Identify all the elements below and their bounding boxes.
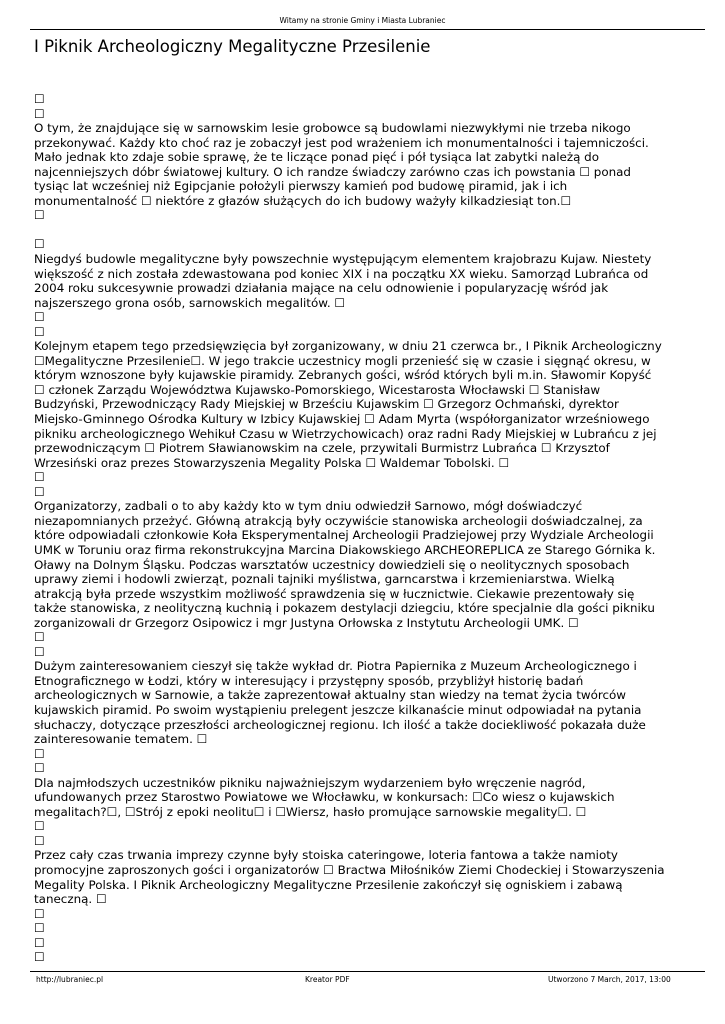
article-line: także stanowiska, z neolityczną kuchnią i pokazem destylacji dziegciu, które specjalnie dla gości pikniku	[34, 601, 655, 616]
article-line: UMK w Toruniu oraz firma rekonstrukcyjna Marcina Diakowskiego ARCHEOREPLICA ze Starego Górnika k.	[34, 542, 656, 557]
article-body	[34, 92, 694, 965]
article-line: megalitach?☐, ☐Strój z epoki neolitu☐ i ☐Wiersz, hasło promujące sarnowskie megality☐. ☐	[34, 804, 587, 819]
article-line: ufundowanych przez Starostwo Powiatowe we Włocławku, w konkursach: ☐Co wiesz o kujawskich	[34, 790, 615, 805]
article-line: Niegdyś budowle megalityczne były powszechnie występującym elementem krajobrazu Kujaw. Niestety	[34, 252, 652, 267]
article-line: zainteresowanie tematem. ☐	[34, 732, 208, 747]
article-line: ☐ członek Zarządu Województwa Kujawsko-Pomorskiego, Wicestarosta Włocławski ☐ Stanisław	[34, 382, 601, 397]
article-line: archeologicznych w Sarnowie, a także zaprezentował aktualny stan wiedzy na temat życia twórców	[34, 688, 627, 703]
article-line: przekonywać. Każdy kto choć raz je zobaczył jest pod wrażeniem ich monumentalności i tajemniczości.	[34, 135, 649, 150]
article-line: taneczną. ☐	[34, 892, 107, 907]
article-line: ☐	[34, 935, 45, 950]
article-line: atrakcją była przede wszystkim możliwość sprawdzenia się w łucznictwie. Ciekawie prezentowały się	[34, 586, 635, 601]
article-line: ☐	[34, 950, 45, 965]
article-line: najcenniejszych dóbr światowej kultury. O ich randze świadczy zarówno czas ich powstania ☐ ponad	[34, 164, 631, 179]
footer-generator: Kreator PDF	[305, 975, 350, 984]
article-line: ☐	[34, 237, 45, 252]
article-line: pikniku archeologicznego Wehikuł Czasu w Wietrzychowicach) oraz radni Rady Miejskiej w Lubrańcu z jej	[34, 426, 657, 441]
article-line: ☐Megalityczne Przesilenie☐. W jego trakcie uczestnicy mogli przenieść się w czasie i sięgnąć okresu, w	[34, 353, 651, 368]
article-line: ☐	[34, 906, 45, 921]
article-line: którym wznoszone były kujawskie piramidy. Zebranych gości, wśród których byli m.in. Sławomir Kopyść	[34, 368, 652, 383]
article-line: Kolejnym etapem tego przedsięwzięcia był zorganizowany, w dniu 21 czerwca br., I Piknik Archeologiczny	[34, 339, 662, 354]
article-line: ☐	[34, 921, 45, 936]
article-line: Megality Polska. I Piknik Archeologiczny Megalityczne Przesilenie zakończył się ogniskiem i zabawą	[34, 877, 623, 892]
article-line: Wrzesiński oraz prezes Stowarzyszenia Megality Polska ☐ Waldemar Tobolski. ☐	[34, 455, 510, 470]
article-line: Dużym zainteresowaniem cieszył się także wykład dr. Piotra Papiernika z Muzeum Archeologicznego i	[34, 659, 637, 674]
footer-url: http://lubraniec.pl	[36, 975, 104, 984]
article-line: Organizatorzy, zadbali o to aby każdy kto w tym dniu odwiedził Sarnowo, mógł doświadczyć	[34, 499, 583, 514]
article-line: ☐	[34, 208, 45, 223]
article-line: uprawy ziemi i hodowli zwierząt, poznali tajniki myślistwa, garncarstwa i krzemieniarstwa. Wielką	[34, 572, 615, 587]
article-line: ☐	[34, 484, 45, 499]
article-line: ☐	[34, 746, 45, 761]
article-line: 2004 roku sukcesywnie prowadzi działania mające na celu odnowienie i popularyzację wśród jak	[34, 281, 609, 296]
article-line: Dla najmłodszych uczestników pikniku najważniejszym wydarzeniem było wręczenie nagród,	[34, 775, 586, 790]
article-line: ☐	[34, 310, 45, 325]
article-line: ☐	[34, 833, 45, 848]
article-line: ☐	[34, 761, 45, 776]
article-line: monumentalność ☐ niektóre z głazów służących do ich budowy ważyły kilkadziesiąt ton.☐	[34, 193, 572, 208]
article-line: ☐	[34, 92, 45, 106]
article-line: Oławy na Dolnym Śląsku. Podczas warsztatów uczestnicy dowiedzieli się o neolitycznych sposobach	[34, 557, 630, 572]
article-line: Budzyński, Przewodniczący Rady Miejskiej w Brześciu Kujawskim ☐ Grzegorz Ochmański, dyrektor	[34, 397, 619, 412]
article-line: niezapomnianych przeżyć. Główną atrakcją były oczywiście stanowiska archeologii doświadczalnej, za	[34, 513, 643, 528]
article-line: najszerszego grona osób, sarnowskich megalitów. ☐	[34, 295, 346, 310]
article-line: większość z nich została zdewastowana pod koniec XIX i na początku XX wieku. Samorząd Lubrańca od	[34, 266, 649, 281]
article-line: Etnograficznego w Łodzi, który w interesujący i przystępny sposób, przybliżył historię badań	[34, 673, 584, 688]
article-line	[34, 223, 694, 238]
article-line: ☐	[34, 644, 45, 659]
article-line: Miejsko-Gminnego Ośrodka Kultury w Izbicy Kujawskiej ☐ Adam Myrta (współorganizator wrześniowego	[34, 412, 650, 427]
page-header: Witamy na stronie Gminy i Miasta Lubraniec	[279, 16, 446, 25]
article-line: słuchaczy, dotyczące przeszłości archeologicznej regionu. Ich ilość a także dociekliwość pokazała duże	[34, 717, 646, 732]
article-line: ☐	[34, 630, 45, 645]
article-title: I Piknik Archeologiczny Megalityczne Przesilenie	[34, 37, 431, 56]
article-line: które odpowiadali członkowie Koła Eksperymentalnej Archeologii Pradziejowej przy Wydziale Archeologii	[34, 528, 654, 543]
article-line: ☐	[34, 324, 45, 339]
footer-divider	[30, 971, 705, 972]
article-line: przewodniczącym ☐ Piotrem Sławianowskim na czele, przywitali Burmistrz Lubrańca ☐ Krzysztof	[34, 441, 610, 456]
header-divider	[30, 29, 705, 30]
article-line: kujawskich piramid. Po swoim wystąpieniu prelegent jeszcze kilkanaście minut odpowiadał na pytania	[34, 702, 642, 717]
article-line: Przez cały czas trwania imprezy czynne były stoiska cateringowe, loteria fantowa a także namioty	[34, 848, 618, 863]
article-line: zorganizowali dr Grzegorz Osipowicz i mgr Justyna Orłowska z Instytutu Archeologii UMK. ☐	[34, 615, 579, 630]
article-line: O tym, że znajdujące się w sarnowskim lesie grobowce są budowlami niezwykłymi nie trzeba nikogo	[34, 121, 631, 136]
article-line: ☐	[34, 106, 45, 121]
article-line: ☐	[34, 470, 45, 485]
article-line: promocyjne zaproszonych gości i organizatorów ☐ Bractwa Miłośników Ziemi Chodeckiej i Stowarzyszenia	[34, 862, 665, 877]
footer-created-date: Utworzono 7 March, 2017, 13:00	[548, 975, 671, 984]
article-line: tysiąc lat wcześniej niż Egipcjanie położyli pierwszy kamień pod budowę piramid, jak i ich	[34, 179, 568, 194]
article-line: Mało jednak kto zdaje sobie sprawę, że te liczące ponad pięć i pół tysiąca lat zabytki należą do	[34, 150, 600, 165]
article-line: ☐	[34, 819, 45, 834]
